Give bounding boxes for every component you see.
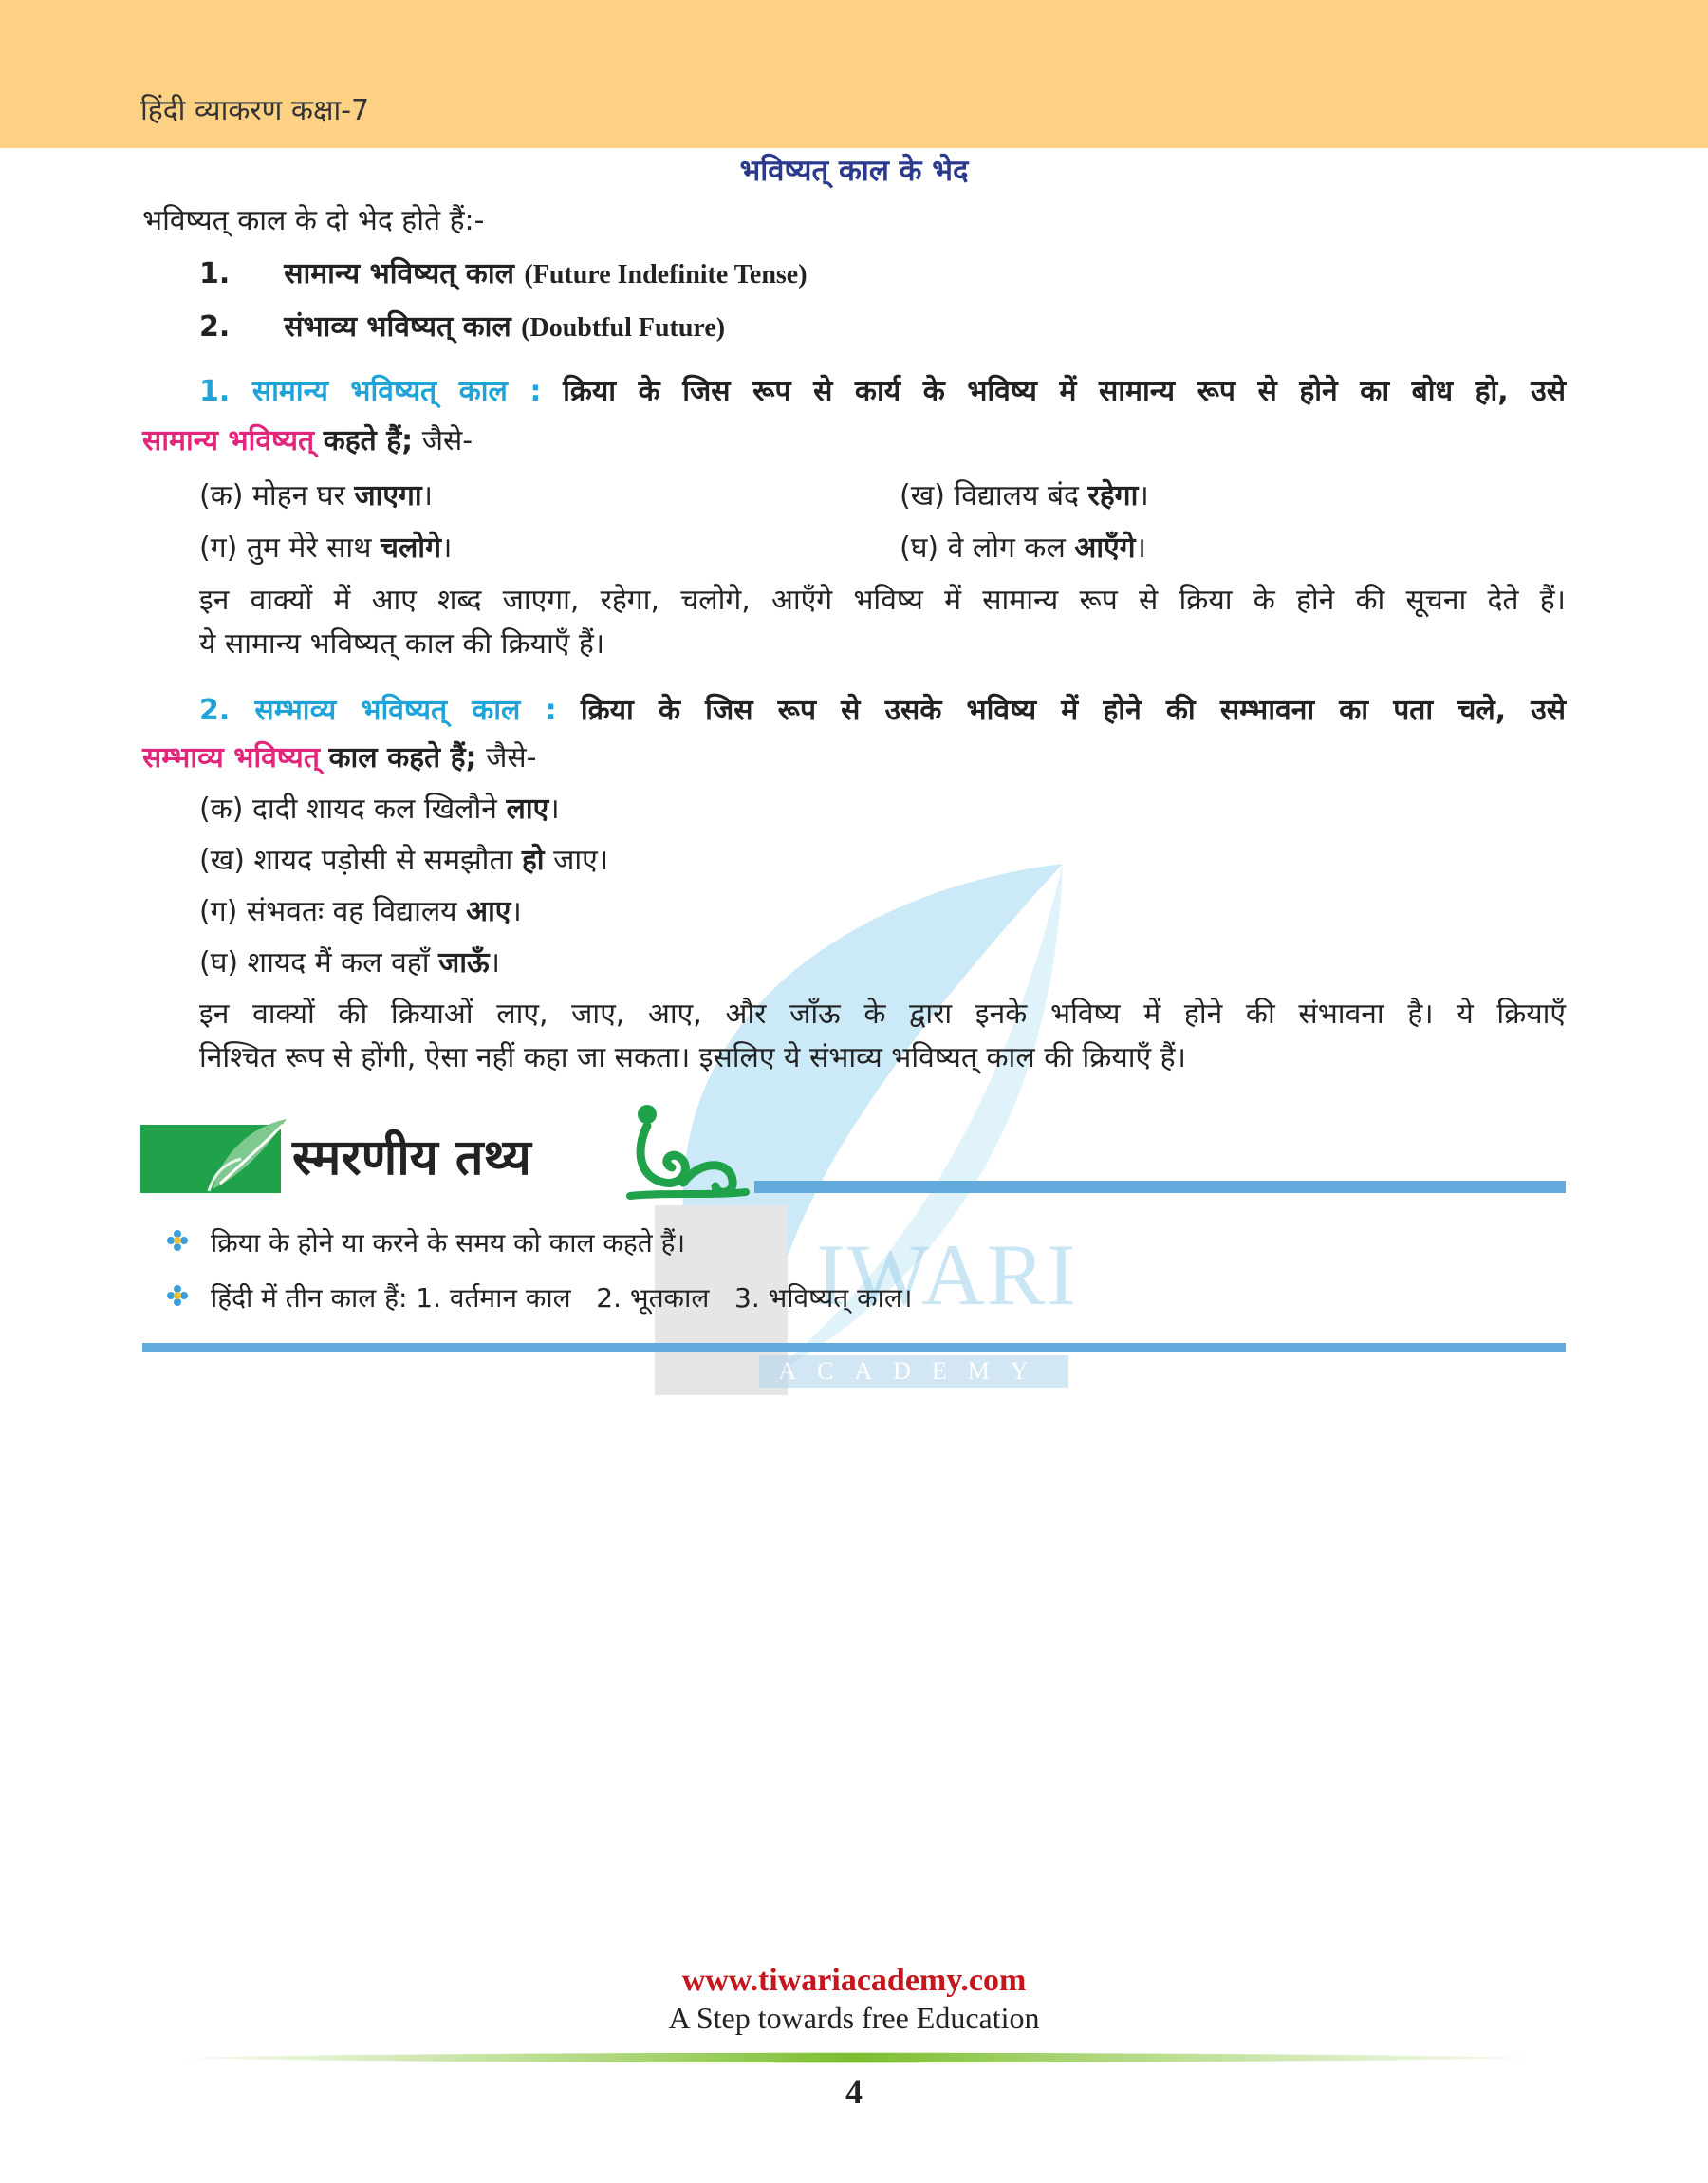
example-item: (ग) तुम मेरे साथ चलोगे। [199, 532, 453, 565]
explain2-line1: इन वाक्यों की क्रियाओं लाए, जाए, आए, और जाँऊ के द्वारा इनके भविष्य में होने की संभावना है। ये क्रियाएँ [199, 998, 1566, 1031]
def1-plain2: जैसे- [421, 424, 473, 457]
def1-line1 [199, 370, 1566, 409]
type-english: (Doubtful Future) [521, 313, 726, 343]
type-hindi: संभाव्य भविष्यत् काल [284, 310, 511, 344]
remember-point-1: क्रिया के होने या करने के समय को काल कहते हैं। [211, 1227, 686, 1259]
intro-text: भविष्यत् काल के दो भेद होते हैं:- [142, 204, 485, 237]
def2-text: क्रिया के जिस रूप से उसके भविष्य में होने की सम्भावना का पता चले, उसे [580, 694, 1566, 727]
example-item: (क) दादी शायद कल खिलौने लाए। [199, 793, 560, 826]
flower-bullet-icon [167, 1230, 188, 1251]
example-item: (ग) संभवतः वह विद्यालय आए। [199, 895, 522, 928]
example-item: (घ) शायद मैं कल वहाँ जाऊँ। [199, 946, 500, 980]
swirl-ornament-icon [626, 1101, 750, 1205]
watermark-brand: IWARI [816, 1226, 1078, 1323]
footer-tagline: A Step towards free Education [668, 2001, 1040, 2035]
example-item: (ख) शायद पड़ोसी से समझौता हो जाए। [199, 844, 609, 877]
remember-rule [754, 1181, 1566, 1193]
def2-term: सम्भाव्य भविष्यत् [142, 741, 320, 774]
section-bottom-rule [142, 1343, 1566, 1352]
type-number: 1. [199, 257, 231, 290]
type-number: 2. [199, 310, 231, 344]
type-hindi: सामान्य भविष्यत् काल [284, 257, 514, 290]
def1-bold2: कहते हैं; [323, 424, 414, 457]
watermark-sub: ACADEMY [759, 1355, 1068, 1388]
def1-term: सामान्य भविष्यत् [142, 424, 315, 457]
footer-url[interactable]: www.tiwariacademy.com [681, 1963, 1027, 1998]
page-number: 4 [845, 2073, 863, 2111]
def2-bold2: काल कहते हैं; [328, 741, 477, 774]
footer-green-bar [180, 2050, 1528, 2065]
remember-title: स्मरणीय तथ्य [292, 1129, 531, 1186]
type-item-2 [199, 306, 725, 345]
def1-label: 1. सामान्य भविष्यत् काल : [199, 375, 542, 408]
remember-point-2: हिंदी में तीन काल हैं: 1. वर्तमान काल 2. भूतकाल 3. भविष्यत् काल। [211, 1282, 913, 1314]
def2-line2 [142, 737, 536, 775]
example-item: (ख) विद्यालय बंद रहेगा। [900, 479, 1149, 513]
example-item: (घ) वे लोग कल आएँगे। [900, 532, 1146, 565]
type-english: (Future Indefinite Tense) [524, 260, 808, 289]
explain1-line1: इन वाक्यों में आए शब्द जाएगा, रहेगा, चलोगे, आएँगे भविष्य में सामान्य रूप से क्रिया के होने की सूचना देते हैं। [199, 584, 1566, 617]
header-title: हिंदी व्याकरण कक्षा-7 [140, 94, 370, 127]
leaf-ornament-icon [203, 1115, 290, 1193]
def2-line1 [199, 689, 1566, 728]
def2-plain2: जैसे- [486, 741, 537, 774]
def1-text: क्रिया के जिस रूप से कार्य के भविष्य में सामान्य रूप से होने का बोध हो, उसे [563, 375, 1566, 408]
def1-line2 [142, 420, 473, 458]
section-title: भविष्यत् काल के भेद [739, 154, 969, 188]
example-item: (क) मोहन घर जाएगा। [199, 479, 434, 513]
explain2-line2: निश्चित रूप से होंगी, ऐसा नहीं कहा जा सकता। इसलिए ये संभाव्य भविष्यत् काल की क्रियाएँ हैं। [199, 1041, 1186, 1074]
flower-bullet-icon [167, 1285, 188, 1306]
explain1-line2: ये सामान्य भविष्यत् काल की क्रियाएँ हैं। [199, 627, 605, 661]
def2-label: 2. सम्भाव्य भविष्यत् काल : [199, 694, 557, 727]
type-item-1 [199, 252, 808, 291]
